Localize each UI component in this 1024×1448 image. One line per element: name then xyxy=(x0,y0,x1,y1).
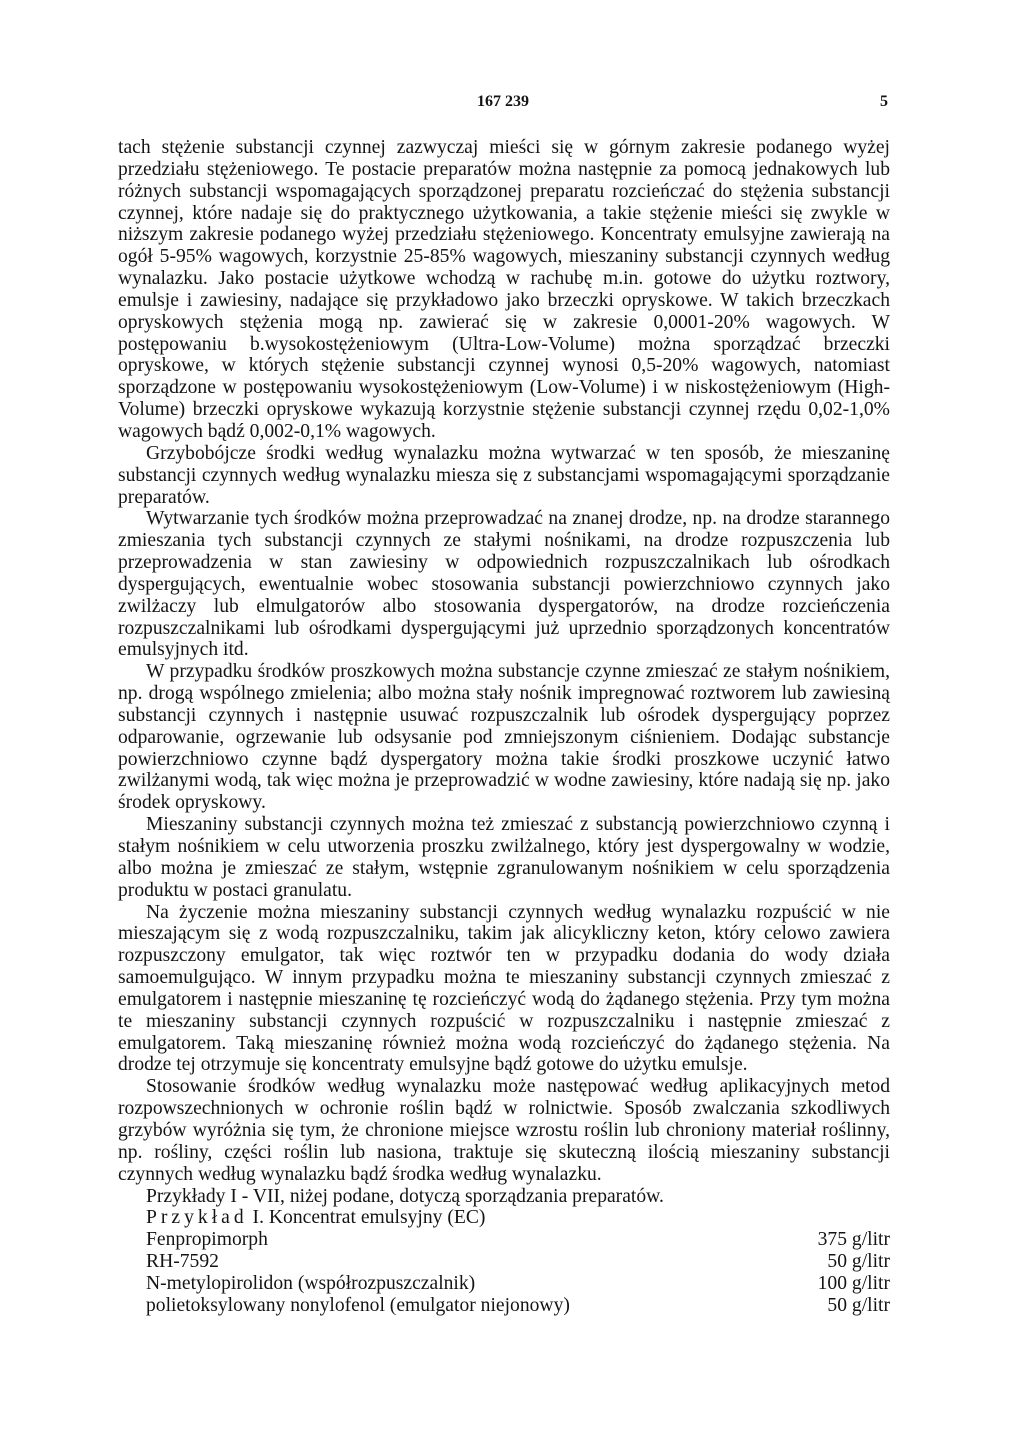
paragraph: Mieszaniny substancji czynnych można też zmieszać z substancją powierzchniowo czynną i stałym nośnikiem w celu utworzenia proszku zwilżalnego, który jest dyspergowalny w wodzie, albo można je zmieszać ze stałym, wstępnie zgranulowanym nośnikiem w celu sporządzenia produktu w postaci granulatu. xyxy=(118,814,890,901)
table-row xyxy=(118,1251,890,1273)
patent-number: 167 239 xyxy=(477,93,529,110)
example-label: Przykład xyxy=(146,1207,248,1229)
paragraph: Stosowanie środków według wynalazku może następować według aplikacyjnych metod rozpowszechnionych w ochronie roślin bądź w rolnictwie. Sposób zwalczania szkodliwych grzybów wyróżnia się tym, że chronione miejsce wzrostu roślin lub chroniony materiał roślinny, np. rośliny, części roślin lub nasiona, traktuje się skuteczną ilością mieszaniny substancji czynnych według wynalazku bądź środka według wynalazku. xyxy=(118,1076,890,1185)
example-title: I. Koncentrat emulsyjny (EC) xyxy=(247,1207,486,1229)
example-heading xyxy=(118,1207,890,1229)
paragraph: Wytwarzanie tych środków można przeprowadzać na znanej drodze, np. na drodze starannego zmieszania tych substancji czynnych ze stałymi nośnikami, na drodze rozpuszczenia lub przeprowadzenia w stan zawiesiny w odpowiednich rozpuszczalnikach lub ośrodkach dyspergujących, ewentualnie wobec stosowania substancji powierzchniowo czynnych jako zwilżaczy lub elmulgatorów albo stosowania dyspergatorów, na drodze rozcieńczenia rozpuszczalnikami lub ośrodkami dyspergującymi już uprzednio sporządzonych koncentratów emulsyjnych itd. xyxy=(118,508,890,661)
ingredient-name: RH-7592 xyxy=(146,1251,219,1273)
ingredient-amount: 375 g/litr xyxy=(817,1229,890,1251)
paragraph: Grzybobójcze środki według wynalazku można wytwarzać w ten sposób, że mieszaninę substancji czynnych według wynalazku miesza się z substancjami wspomagającymi sporządzanie preparatów. xyxy=(118,442,890,508)
ingredient-amount: 100 g/litr xyxy=(817,1272,890,1294)
ingredient-name: Fenpropimorph xyxy=(146,1229,268,1251)
ingredient-name: polietoksylowany nonylofenol (emulgator niejonowy) xyxy=(146,1294,570,1316)
page-number: 5 xyxy=(880,93,888,110)
table-row xyxy=(118,1295,890,1317)
paragraph: W przypadku środków proszkowych można substancje czynne zmieszać ze stałym nośnikiem, np. drogą wspólnego zmielenia; albo można stały nośnik impregnować roztworem lub zawiesiną substancji czynnych i następnie usuwać rozpuszczalnik lub ośrodek dyspergujący poprzez odparowanie, ogrzewanie lub odsysanie pod zmniejszonym ciśnieniem. Dodając substancje powierzchniowo czynne bądź dyspergatory można takie środki proszkowe uczynić łatwo zwilżanymi wodą, tak więc można je przeprowadzić w wodne zawiesiny, które nadają się np. jako środek opryskowy. xyxy=(118,661,890,814)
ingredient-name: N-metylopirolidon (współrozpuszczalnik) xyxy=(146,1272,476,1294)
body-text xyxy=(118,137,890,1317)
ingredient-amount: 50 g/litr xyxy=(827,1251,890,1273)
ingredients-table xyxy=(118,1229,890,1316)
table-row xyxy=(118,1229,890,1251)
page-header xyxy=(118,93,888,117)
examples-intro: Przykłady I - VII, niżej podane, dotyczą sporządzania preparatów. xyxy=(146,1185,664,1207)
table-row xyxy=(118,1273,890,1295)
paragraph: Na życzenie można mieszaniny substancji czynnych według wynalazku rozpuścić w nie mieszającym się z wodą rozpuszczalniku, takim jak alicykliczny keton, który celowo zawiera rozpuszczony emulgator, tak więc roztwór ten w przypadku dodania do wody działa samoemulgująco. W innym przypadku można te mieszaniny substancji czynnych zmieszać z emulgatorem i następnie mieszaninę tę rozcieńczyć wodą do żądanego stężenia. Przy tym można te mieszaniny substancji czynnych rozpuścić w rozpuszczalniku i następnie zmieszać z emulgatorem. Taką mieszaninę również można wodą rozcieńczyć do żądanego stężenia. Na drodze tej otrzymuje się koncentraty emulsyjne bądź gotowe do użytku emulsje. xyxy=(118,901,890,1076)
ingredient-amount: 50 g/litr xyxy=(827,1294,890,1316)
paragraph: tach stężenie substancji czynnej zazwyczaj mieści się w górnym zakresie podanego wyżej przedziału stężeniowego. Te postacie preparatów można następnie za pomocą jednakowych lub różnych substancji wspomagających sporządzonej preparatu rozcieńczać do stężenia substancji czynnej, które nadaje się do praktycznego użytkowania, a takie stężenie mieści się zwykle w niższym zakresie podanego wyżej przedziału stężeniowego. Koncentraty emulsyjne zawierają na ogół 5-95% wagowych, korzystnie 25-85% wagowych, mieszaniny substancji czynnych według wynalazku. Jako postacie użytkowe wchodzą w rachubę m.in. gotowe do użytku roztwory, emulsje i zawiesiny, nadające się przykładowo jako brzeczki opryskowe. W takich brzeczkach opryskowych stężenia mogą np. zawierać się w zakresie 0,0001-20% wagowych. W postępowaniu b.wysokostężeniowym (Ultra-Low-Volume) można sporządzać brzeczki opryskowe, w których stężenie substancji czynnej wynosi 0,5-20% wagowych, natomiast sporządzone w postępowaniu wysokostężeniowym (Low-Volume) i w niskostężeniowym (High-Volume) brzeczki opryskowe wykazują korzystnie stężenie substancji czynnej rzędu 0,02-1,0% wagowych bądź 0,002-0,1% wagowych. xyxy=(118,137,890,442)
